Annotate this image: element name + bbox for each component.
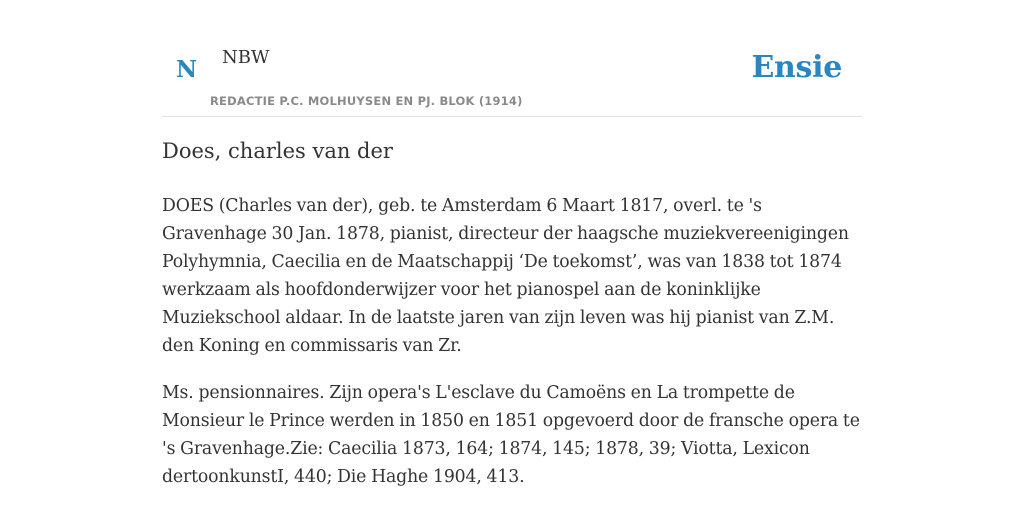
article-paragraph: Ms. pensionnaires. Zijn opera's L'esclave du Camoëns en La trompette de Monsieur le Prince werden in 1850 en 1851 opgevoerd door de fransche opera te 's Gravenhage.Zie: Caecilia 1873, 164; 1874, 145; 1878, 39; Viotta, Lexicon dertoonkunstI, 440; Die Haghe 1904, 413. — [162, 383, 860, 487]
article-title: Does, charles van der — [162, 139, 393, 163]
editors-credit: REDACTIE P.C. MOLHUYSEN EN PJ. BLOK (1914) — [210, 94, 523, 108]
source-logo[interactable]: N — [176, 56, 198, 83]
article-paragraph: DOES (Charles van der), geb. te Amsterdam 6 Maart 1817, overl. te 's Gravenhage 30 Jan. 1878, pianist, directeur der haagsche muziekvereenigingen Polyhymnia, Caecilia en de Maatschappij ‘De toekomst’, was van 1838 tot 1874 werkzaam als hoofdonderwijzer voor het pianospel aan de koninklijke Muziekschool aldaar. In de laatste jaren van zijn leven was hij pianist van Z.M. den Koning en commissaris van Zr. — [162, 196, 849, 356]
article-body — [162, 192, 862, 510]
source-name[interactable]: NBW — [222, 47, 270, 68]
header — [162, 0, 862, 117]
brand-logo[interactable]: Ensie — [751, 50, 842, 85]
article-container — [162, 0, 862, 487]
